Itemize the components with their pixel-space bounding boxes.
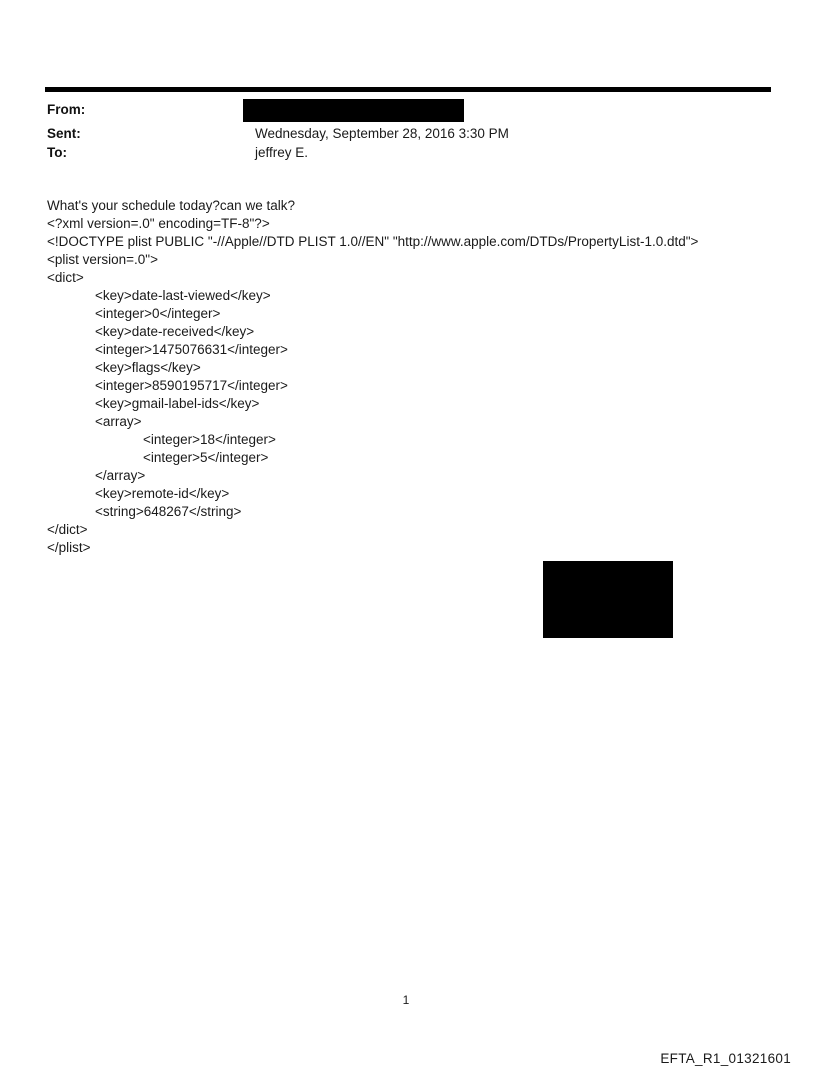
body-line: </plist> (47, 540, 91, 555)
to-value: jeffrey E. (255, 145, 309, 160)
sent-value: Wednesday, September 28, 2016 3:30 PM (255, 126, 509, 141)
body-line: <string>648267</string> (95, 504, 242, 519)
body-line: <!DOCTYPE plist PUBLIC "-//Apple//DTD PLIST 1.0//EN" "http://www.apple.com/DTDs/PropertyList-1.0.dtd"> (47, 234, 699, 249)
body-line: <key>date-last-viewed</key> (95, 288, 271, 303)
body-line: <integer>0</integer> (95, 306, 221, 321)
from-redaction-bar (243, 99, 464, 122)
bates-number: EFTA_R1_01321601 (660, 1051, 791, 1066)
body-line: <dict> (47, 270, 84, 285)
body-line: <integer>18</integer> (143, 432, 276, 447)
body-line: </dict> (47, 522, 88, 537)
header-divider-rule (45, 87, 771, 92)
email-body (0, 197, 816, 557)
sent-label: Sent: (47, 126, 81, 141)
body-line: <key>flags</key> (95, 360, 201, 375)
body-line: <key>date-received</key> (95, 324, 255, 339)
page-number: 1 (402, 993, 410, 1007)
body-line: </array> (95, 468, 146, 483)
body-line: <key>remote-id</key> (95, 486, 230, 501)
body-line: <array> (95, 414, 142, 429)
from-label: From: (47, 102, 86, 117)
body-line: <plist version=.0"> (47, 252, 158, 267)
body-line: <key>gmail-label-ids</key> (95, 396, 260, 411)
body-line: <integer>8590195717</integer> (95, 378, 288, 393)
body-line: <?xml version=.0" encoding=TF-8"?> (47, 216, 270, 231)
redaction-box (543, 561, 673, 638)
body-line: <integer>5</integer> (143, 450, 269, 465)
body-line: What's your schedule today?can we talk? (47, 198, 295, 213)
to-label: To: (47, 145, 67, 160)
body-line: <integer>1475076631</integer> (95, 342, 288, 357)
